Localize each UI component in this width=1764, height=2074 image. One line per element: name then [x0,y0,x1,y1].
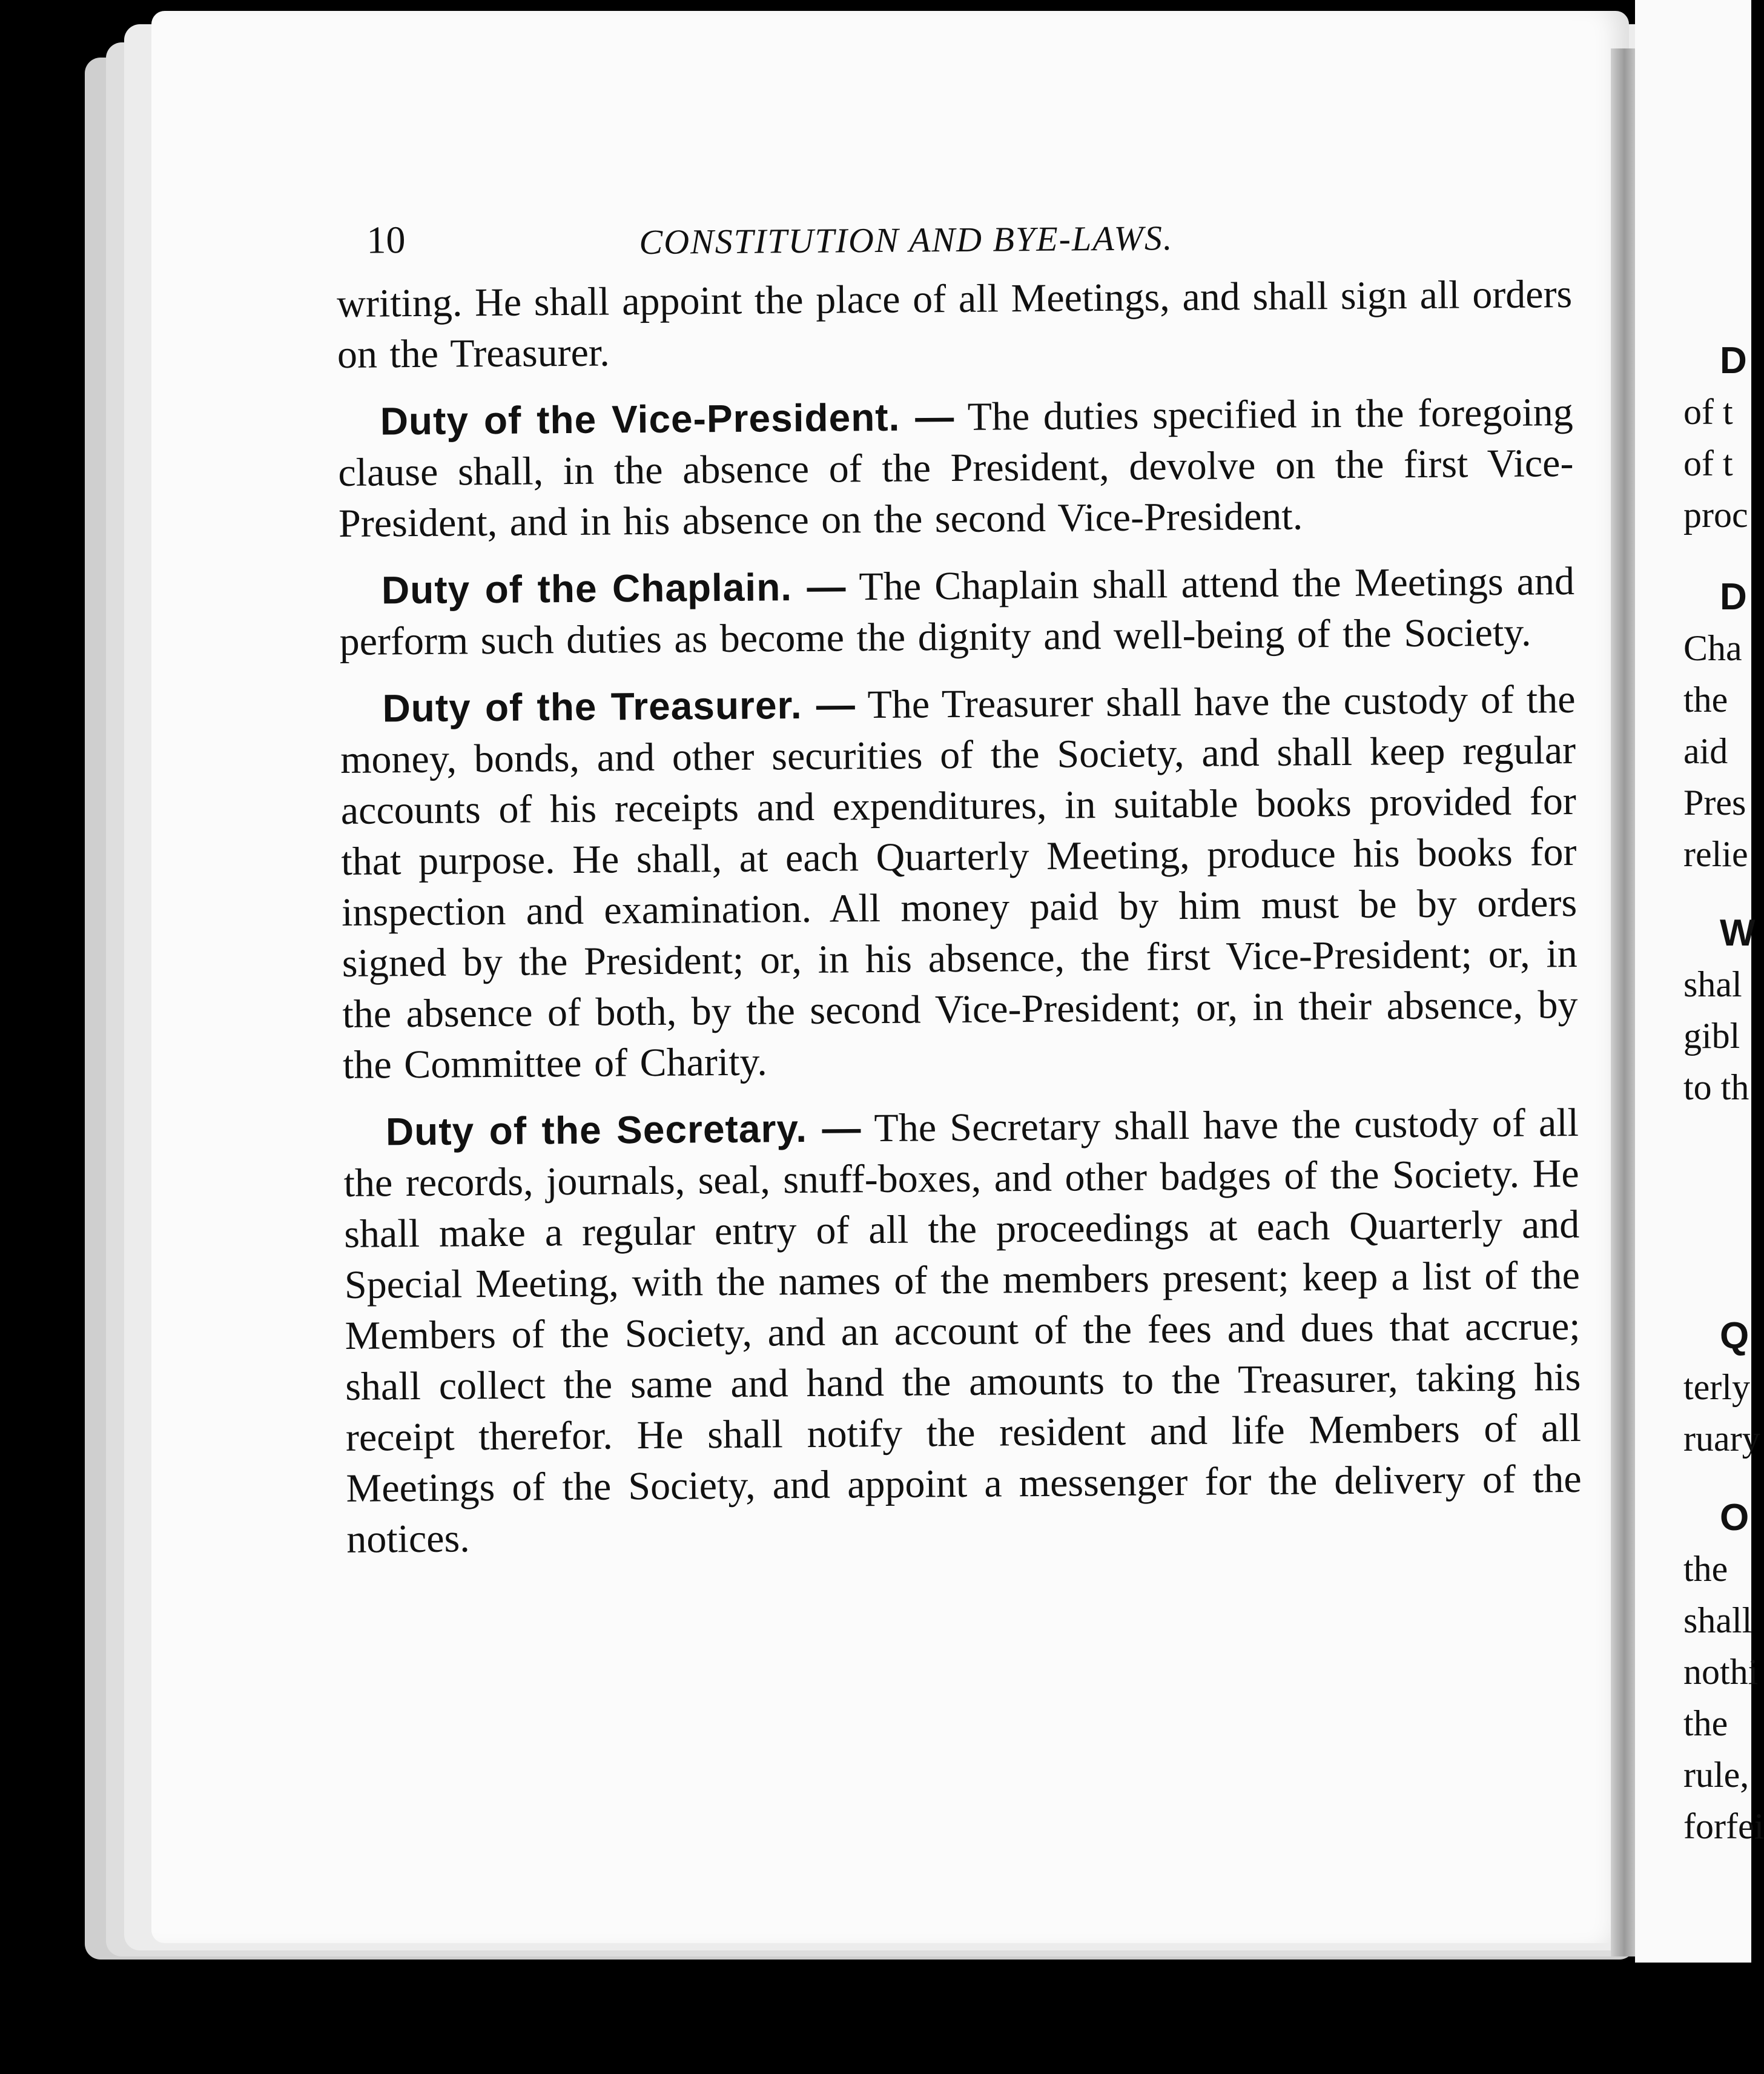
paragraph-text: The Chaplain shall attend the Meetings and perform such duties as become the dignity and well-being of the Society. [339,558,1575,664]
facing-page-text: shal [1683,964,1742,1004]
paragraph-text: The Secretary shall have the custody of all the records, journals, seal, snuff-boxes, and other badges of the Society. He shall make a regular entry of all the proceedings at each Quarterly and Special Meeting, with the names of the members present; keep a list of the Members of the Society, and an account of the fees and dues that accrue; shall collect the same and hand the amounts to the Treasurer, taking his receipt therefor. He shall notify the resident and life Members of all Meetings of the Society, and appoint a messenger for the delivery of the notices. [343,1100,1582,1562]
page-header [336,196,1572,279]
facing-page-text: proc [1683,495,1748,535]
section-heading: Duty of the Vice-President. — [380,394,955,443]
paragraph [337,386,1574,549]
paragraph-text: The duties specified in the foregoing clause shall, in the absence of the President, devolve on the first Vice-President, and in his absence on the second Vice-President. [338,389,1574,546]
facing-page-text: the [1683,1549,1728,1589]
paragraph [340,674,1578,1091]
paragraph [339,555,1575,668]
facing-page-text: to th [1683,1067,1749,1107]
facing-page-text: ruary [1683,1419,1760,1459]
facing-page-text: W [1720,912,1756,954]
facing-page-text: shall [1683,1600,1752,1640]
paragraph-text: writing. He shall appoint the place of all Meetings, and shall sign all orders on the Treasurer. [336,271,1573,377]
facing-page-text: rule, [1683,1755,1749,1795]
facing-page-text: Cha [1683,628,1742,668]
facing-page-text: Q [1720,1315,1749,1357]
facing-page-text: forfei [1683,1806,1764,1846]
facing-page-text: gibl [1683,1016,1740,1056]
facing-page-text: Pres [1683,783,1746,823]
section-heading: Duty of the Secretary. — [385,1106,862,1154]
facing-page-text: nothi [1683,1652,1759,1692]
paragraph-text: The Treasurer shall have the custody of the money, bonds, and other securities of the Society, and shall keep regular accounts of his receipts and expenditures, in suitable books provided for that purpose. He shall, at each Quarterly Meeting, produce his books for inspection and examination. All money paid by him must be by orders signed by the President; or, in his absence, the first Vice-President; or, in the absence of both, by the second Vice-President; or, in their absence, by the Committee of Charity. [340,677,1578,1087]
facing-page-text: O [1720,1497,1749,1539]
facing-page-text: of t [1683,392,1733,432]
paragraph [337,269,1573,380]
facing-page-text: the [1683,680,1728,720]
facing-page-fragment [1635,0,1764,1963]
facing-page-text: aid [1683,731,1728,771]
section-heading: Duty of the Chaplain. — [381,565,847,612]
book-gutter [1611,48,1638,1956]
facing-page-text: the [1683,1703,1728,1743]
page-content [336,196,1582,1581]
section-heading: Duty of the Treasurer. — [382,683,856,731]
facing-page-text: relie [1683,834,1748,874]
facing-page-text: terly [1683,1367,1750,1407]
facing-page-text: D [1720,576,1747,618]
running-head: CONSTITUTION AND BYE-LAWS. [639,218,1174,262]
page-number: 10 [366,218,406,262]
paragraph [343,1097,1582,1565]
facing-page-text: of t [1683,443,1733,483]
facing-page-text: D [1720,340,1747,382]
